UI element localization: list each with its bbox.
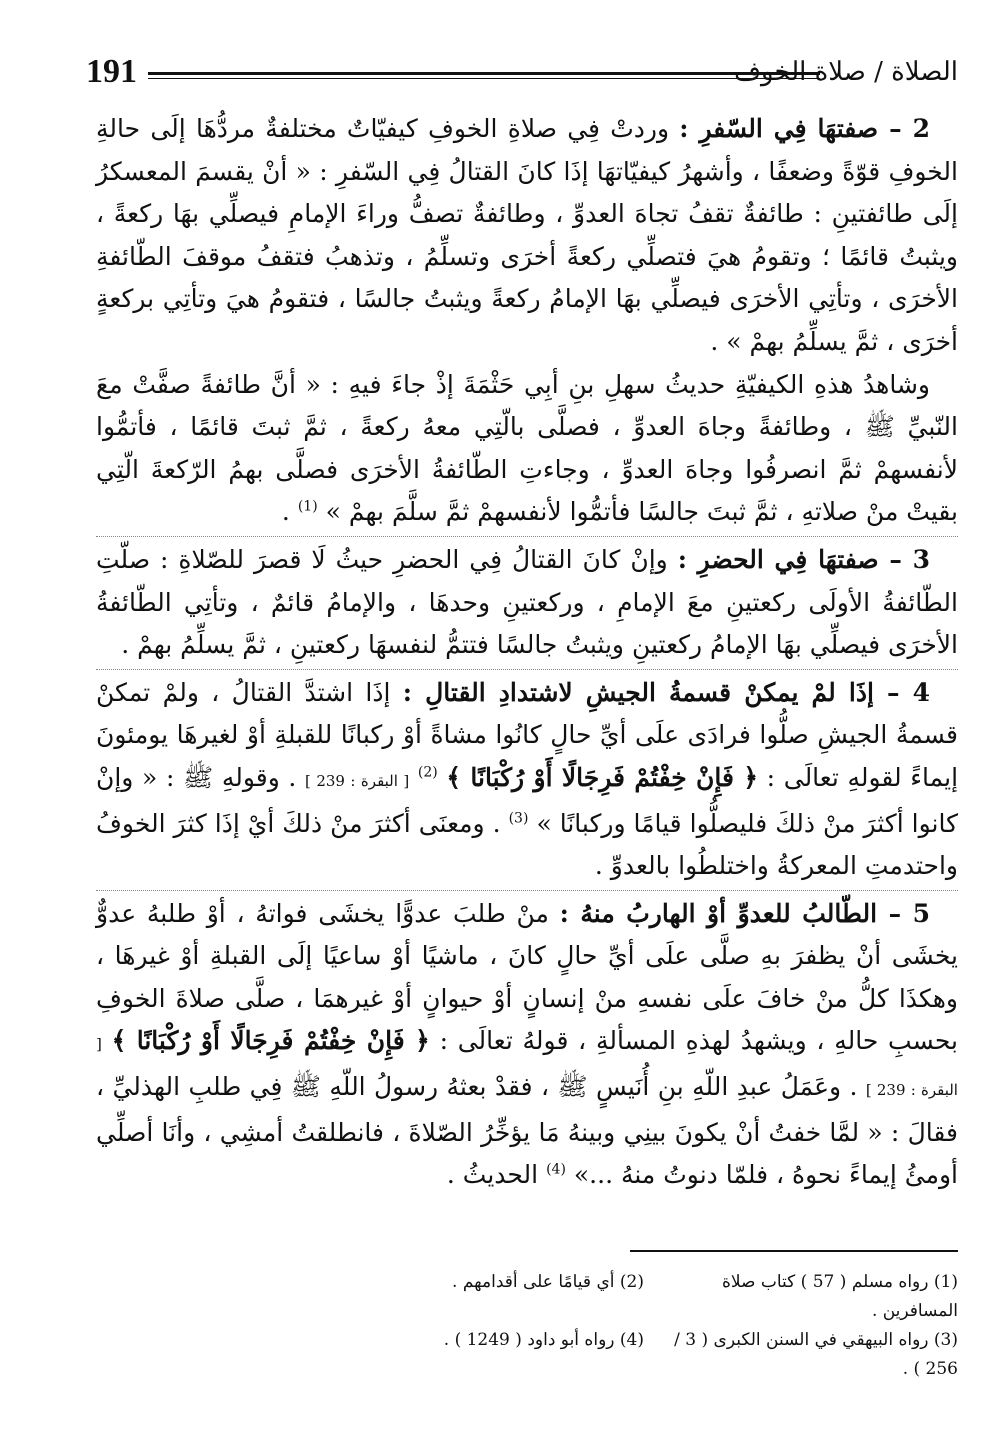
section-3-paragraph — [96, 539, 958, 667]
footnote-rule — [630, 1250, 958, 1252]
section-5-text-1: منْ طلبَ عدوًّا يخشَى فواتهُ ، أوْ طلبهُ عدوٌّ يخشَى أنْ يظفرَ بهِ صلَّى علَى أيِّ حالٍ كانَ ، ماشيًا أوْ ساعيًا إلَى القبلةِ أوْ غيرهَا ، وهكذَا كلُّ منْ خافَ علَى نفسهِ منْ إنسانٍ أوْ حيوانٍ أوْ غيرهمَا ، صلَّى صلاةَ الخوفِ بحسبِ حالهِ ، ويشهدُ لهذهِ المسألةِ ، قولهُ تعالَى : — [96, 898, 958, 1056]
footnote-2: (2) أي قيامًا على أقدامهم . — [452, 1272, 644, 1292]
section-2-hadith-end: . — [281, 497, 290, 527]
running-title: الصلاة / صلاة الخوف — [734, 57, 958, 87]
section-2-hadith-paragraph — [96, 364, 958, 534]
footnote-row — [330, 1326, 958, 1384]
section-5-text-2: . وعَمَلُ عبدِ اللّهِ بنِ أُنَيسٍ ﷺ ، فقدْ بعثهُ رسولُ اللّهِ ﷺ فِي طلبِ الهذليِّ ، فقالَ : « لمَّا خفتُ أنْ يكونَ بينِي وبينهُ مَا يؤخِّرُ الصّلاةَ ، فانطلقتُ أمشِي ، وأنَا أصلِّي أومئُ إيماءً نحوهُ ، فلمّا دنوتُ منهُ ...» — [96, 1072, 958, 1190]
footnote-marker-1: (1) — [297, 499, 318, 516]
page-number: 191 — [86, 53, 137, 90]
section-5-quran-verse: ﴿ فَإِنْ خِفْتُمْ فَرِجَالًا أَوْ رُكْبَانًا ﴾ — [111, 1026, 430, 1056]
paragraph-separator — [96, 669, 958, 670]
footnotes — [330, 1268, 958, 1384]
section-4-verse-reference: [ البقرة : 239 ] — [305, 771, 410, 790]
main-text — [96, 108, 958, 1197]
footnote-marker-4: (4) — [546, 1161, 566, 1178]
footnote-row — [330, 1268, 958, 1326]
section-4-heading: 4 – إذَا لمْ يمكنْ قسمةُ الجيشِ لاشتدادِ القتالِ : — [402, 677, 931, 707]
footnote-1: (1) رواه مسلم ( 57 ) كتاب صلاة المسافرين . — [721, 1272, 958, 1321]
footnote-marker-2: (2) — [417, 764, 438, 781]
footnote-3: (3) رواه البيهقي في السنن الكبرى ( 3 / 256 ) . — [674, 1330, 958, 1379]
section-2-hadith-text: وشاهدُ هذهِ الكيفيّةِ حديثُ سهلِ بنِ أبِي حَثْمَةَ إذْ جاءَ فيهِ : « أنَّ طائفةً صفَّتْ معَ النّبيِّ ﷺ ، وطائفةً وجاهَ العدوِّ ، فصلَّى بالّتِي معهُ ركعةً ، ثمَّ ثبتَ قائمًا ، فأتمُّوا لأنفسهمْ ثمَّ انصرفُوا وجاهَ العدوِّ ، وجاءتِ الطّائفةُ الأخرَى فصلَّى بهمُ الرّكعةَ الّتِي بقيتْ منْ صلاتهِ ، ثمَّ ثبتَ جالسًا فأتمُّوا لأنفسهمْ ثمَّ سلَّمَ بهمْ » — [96, 369, 958, 527]
section-4-paragraph — [96, 672, 958, 888]
section-2-heading: 2 – صفتهَا فِي السّفرِ : — [679, 114, 930, 143]
header-rule — [148, 72, 820, 79]
paragraph-separator — [96, 890, 958, 891]
section-3-text: وإنْ كانَ القتالُ فِي الحضرِ حيثُ لَا قصرَ للصّلاةِ : صلّتِ الطّائفةُ الأولَى ركعتينِ معَ الإمامِ ، وركعتينِ وحدهَا ، والإمامُ قائمٌ ، وتأتِي الطّائفةُ الأخرَى فيصلِّي بهَا الإمامُ ركعتينِ ويثبتُ جالسًا فتتمُّ لنفسهَا ركعتينِ ، ثمَّ يسلِّمُ بهمْ . — [96, 544, 958, 660]
section-4-quran-verse: ﴿ فَإِنْ خِفْتُمْ فَرِجَالًا أَوْ رُكْبَانًا ﴾ — [446, 762, 759, 792]
section-5-heading: 5 – الطّالبُ للعدوِّ أوْ الهاربُ منهُ : — [559, 898, 930, 928]
section-2-text: وردتْ فِي صلاةِ الخوفِ كيفيّاتٌ مختلفةٌ مردُّهَا إلَى حالةِ الخوفِ قوّةً وضعفًا ، وأشهرُ كيفيّاتهَا إذَا كانَ القتالُ فِي السّفرِ : « أنْ يقسمَ المعسكرُ إلَى طائفتينِ : طائفةٌ تقفُ تجاهَ العدوِّ ، وطائفةٌ تصفُّ وراءَ الإمامِ فيصلِّي بهَا ركعةً ، ويثبتُ قائمًا ؛ وتقومُ هيَ فتصلِّي ركعةً أخرَى وتسلِّمُ ، وتذهبُ فتقفُ موقفَ الطّائفةِ الأخرَى ، وتأتِي الأخرَى فيصلِّي بهَا الإمامُ ركعةً ويثبتُ جالسًا ، فتقومُ هيَ وتأتِي بركعةٍ أخرَى ، ثمَّ يسلِّمُ بهمْ » . — [96, 114, 958, 356]
section-2-paragraph — [96, 108, 958, 364]
page-header — [86, 50, 958, 100]
footnote-marker-3: (3) — [508, 810, 529, 827]
section-5-paragraph — [96, 893, 958, 1197]
section-5-verse-reference: [ البقرة : 239 ] — [96, 1035, 958, 1100]
footnote-4: (4) رواه أبو داود ( 1249 ) . — [443, 1330, 644, 1350]
paragraph-separator — [96, 536, 958, 537]
section-4-text-2: . وقولهِ ﷺ : « وإنْ كانوا أكثرَ منْ ذلكَ فليصلُّوا قيامًا وركبانًا » — [96, 762, 958, 838]
section-3-heading: 3 – صفتهَا فِي الحضرِ : — [677, 544, 930, 574]
section-5-text-3: الحديثُ . — [446, 1160, 539, 1190]
section-4-text-3: . ومعنَى أكثرَ منْ ذلكَ أيْ إذَا كثرَ الخوفُ واحتدمتِ المعركةُ واختلطُوا بالعدوِّ . — [96, 808, 958, 881]
section-4-text-1: إذَا اشتدَّ القتالُ ، ولمْ تمكنْ قسمةُ الجيشِ صلُّوا فرادَى علَى أيِّ حالٍ كانُوا مشاةً أوْ ركبانًا للقبلةِ أوْ لغيرهَا يومئونَ إيماءً لقولهِ تعالَى : — [96, 677, 959, 792]
